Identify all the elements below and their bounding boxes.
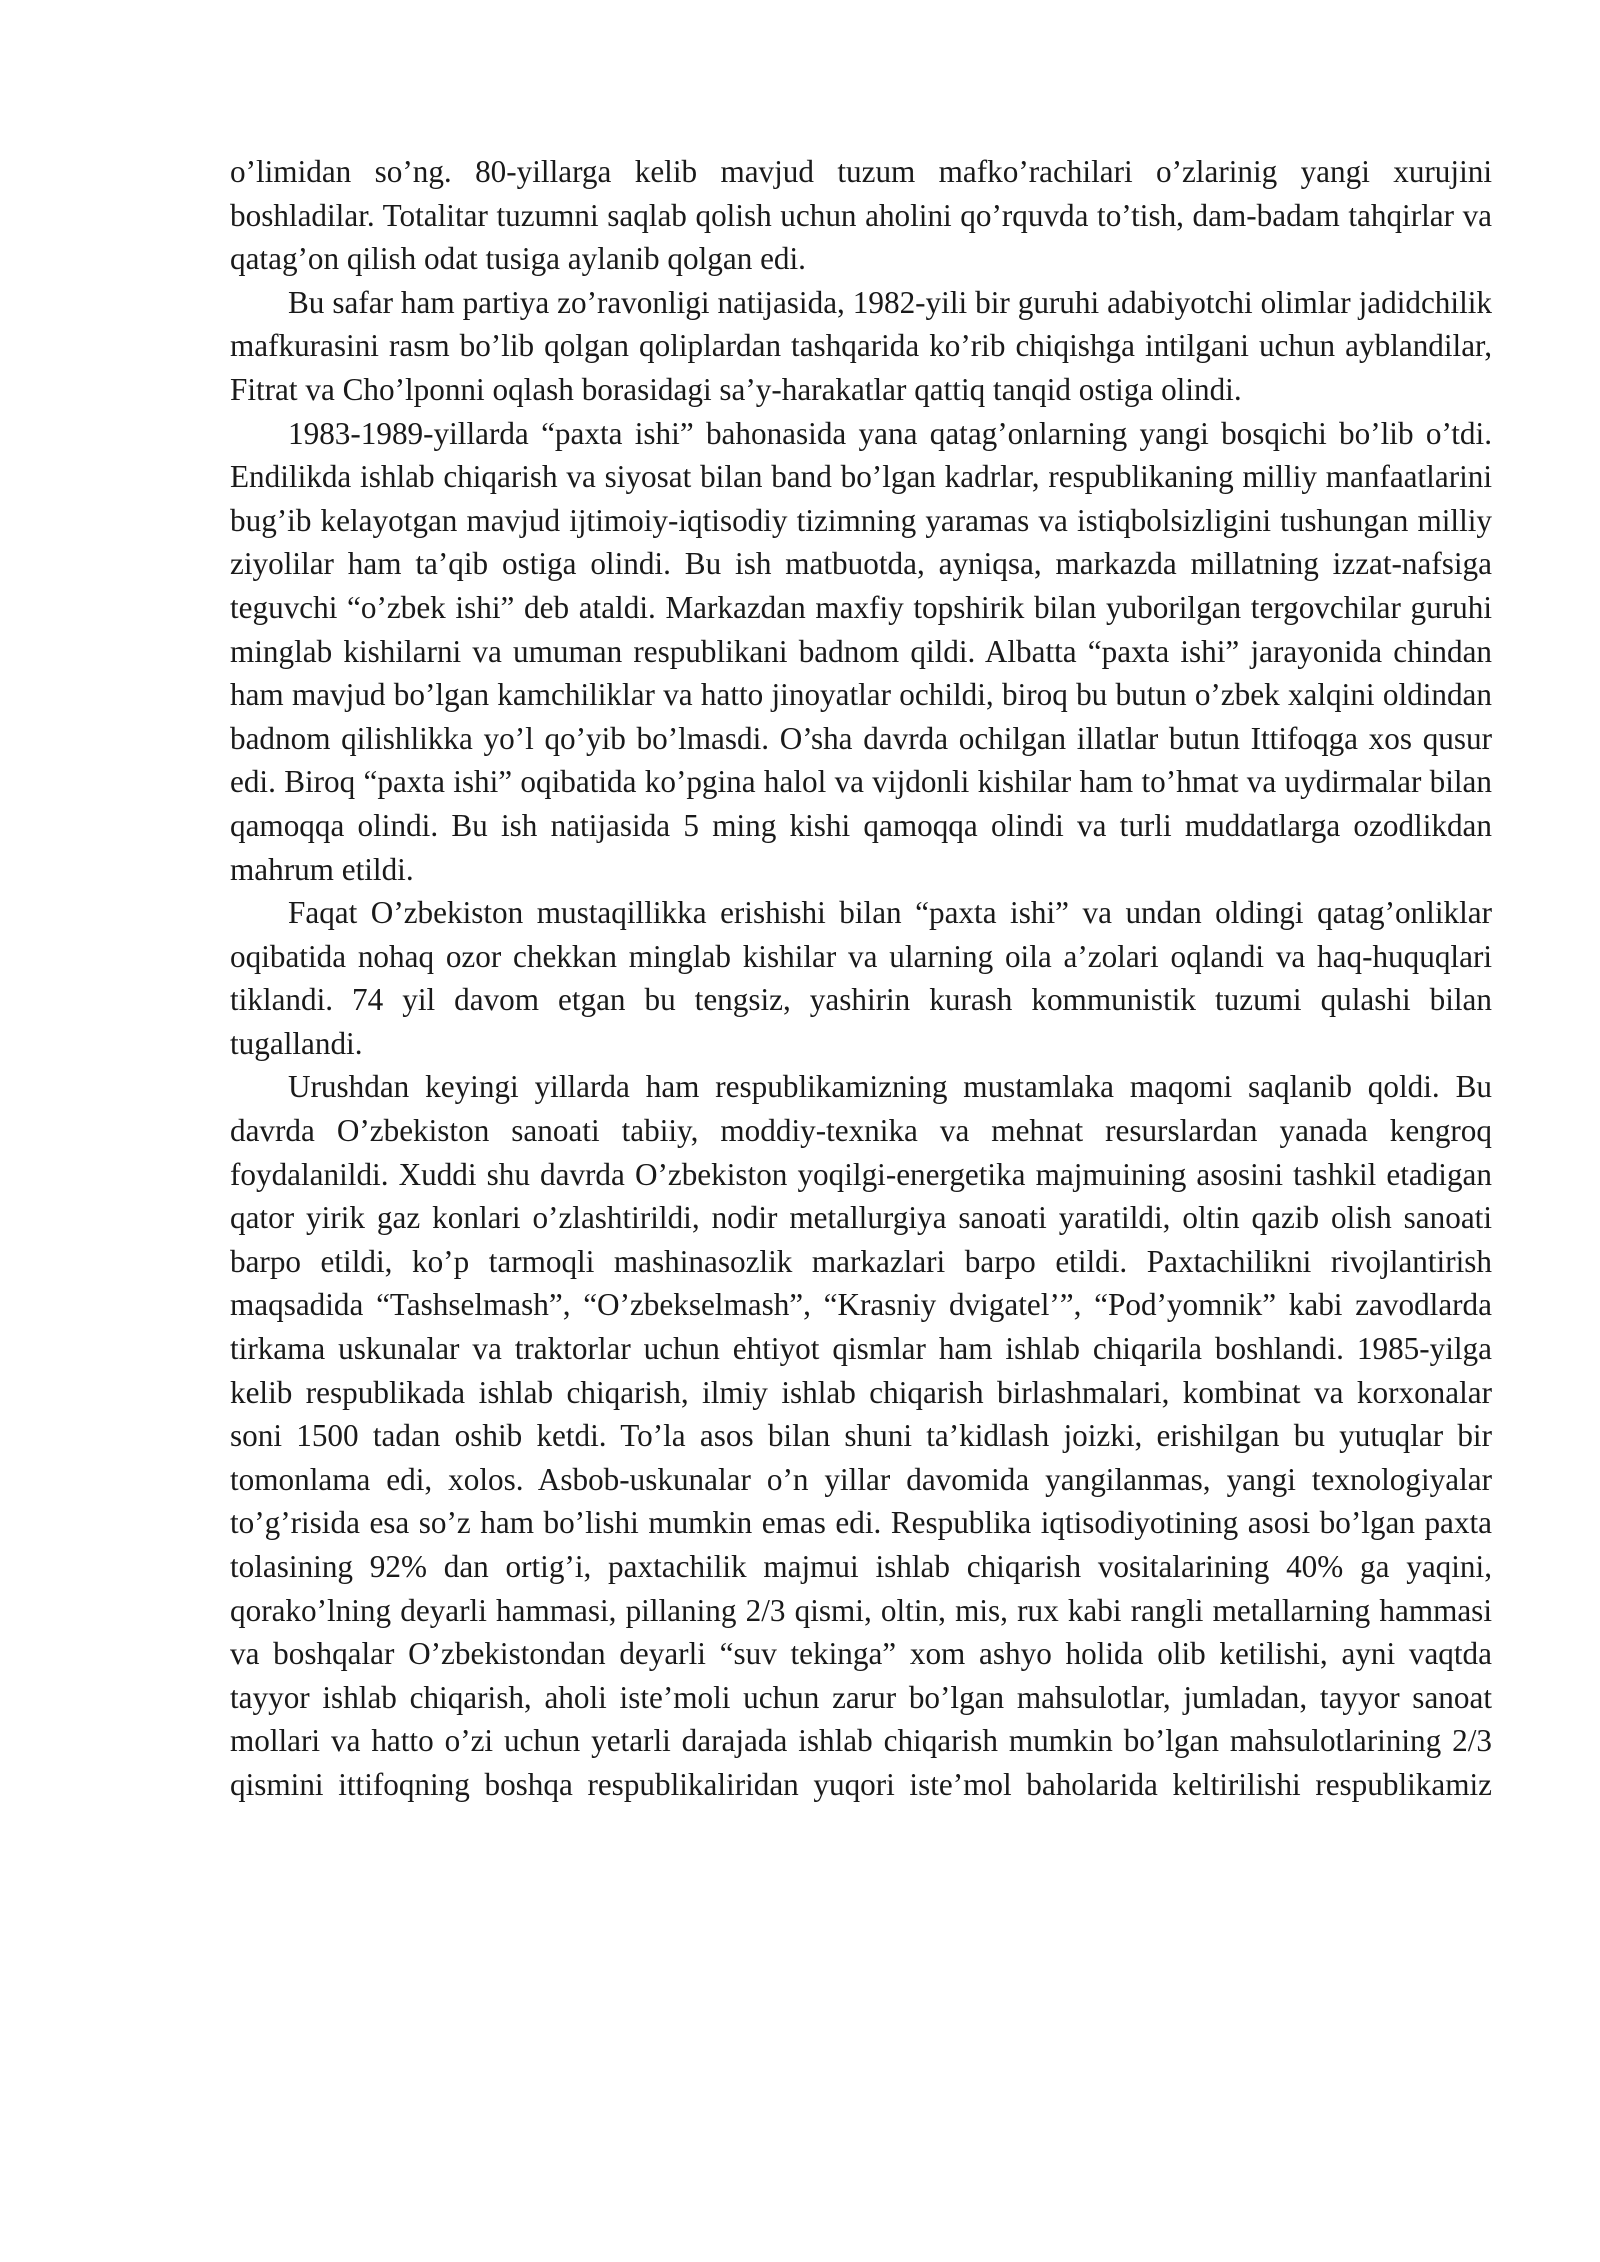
- paragraph-paxta-ishi: 1983-1989-yillarda “paxta ishi” bahonasida yana qatag’onlarning yangi bosqichi bo’lib o’tdi. Endilikda ishlab chiqarish va siyosat bilan band bo’lgan kadrlar, respublikaning milliy manfaatlarini bug’ib kelayotgan mavjud ijtimoiy-iqtisodiy tizimning yaramas va istiqbolsizligini tushungan milliy ziyolilar ham ta’qib ostiga olindi. Bu ish matbuotda, ayniqsa, markazda millatning izzat-nafsiga teguvchi “o’zbek ishi” deb ataldi. Markazdan maxfiy topshirik bilan yuborilgan tergovchilar guruhi minglab kishilarni va umuman respublikani badnom qildi. Albatta “paxta ishi” jarayonida chindan ham mavjud bo’lgan kamchiliklar va hatto jinoyatlar ochildi, biroq bu butun o’zbek xalqini oldindan badnom qilishlikka yo’l qo’yib bo’lmasdi. O’sha davrda ochilgan illatlar butun Ittifoqga xos qusur edi. Biroq “paxta ishi” oqibatida ko’pgina halol va vijdonli kishilar ham to’hmat va uydirmalar bilan qamoqqa olindi. Bu ish natijasida 5 ming kishi qamoqqa olindi va turli muddatlarga ozodlikdan mahrum etildi.: [230, 415, 1492, 887]
- document-page: [230, 150, 1492, 1807]
- paragraph-postwar-economy: Urushdan keyingi yillarda ham respublikamizning mustamlaka maqomi saqlanib qoldi. Bu davrda O’zbekiston sanoati tabiiy, moddiy-texnika va mehnat resurslardan yanada kengroq foydalanildi. Xuddi shu davrda O’zbekiston yoqilgi-energetika majmuining asosini tashkil etadigan qator yirik gaz konlari o’zlashtirildi, nodir metallurgiya sanoati yaratildi, oltin qazib olish sanoati barpo etildi, ko’p tarmoqli mashinasozlik markazlari barpo etildi. Paxtachilikni rivojlantirish maqsadida “Tashselmash”, “O’zbekselmash”, “Krasniy dvigatel’”, “Pod’yomnik” kabi zavodlarda tirkama uskunalar va traktorlar uchun ehtiyot qismlar ham ishlab chiqarila boshlandi. 1985-yilga kelib respublikada ishlab chiqarish, ilmiy ishlab chiqarish birlashmalari, kombinat va korxonalar soni 1500 tadan oshib ketdi. To’la asos bilan shuni ta’kidlash joizki, erishilgan bu yutuqlar bir tomonlama edi, xolos. Asbob-uskunalar o’n yillar davomida yangilanmas, yangi texnologiyalar to’g’risida esa so’z ham bo’lishi mumkin emas edi. Respublika iqtisodiyotining asosi bo’lgan paxta tolasining 92% dan ortig’i, paxtachilik majmui ishlab chiqarish vositalarining 40% ga yaqini, qorako’lning deyarli hammasi, pillaning 2/3 qismi, oltin, mis, rux kabi rangli metallarning hammasi va boshqalar O’zbekistondan deyarli “suv tekinga” xom ashyo holida olib ketilishi, ayni vaqtda tayyor ishlab chiqarish, aholi iste’moli uchun zarur bo’lgan mahsulotlar, jumladan, tayyor sanoat mollari va hatto o’zi uchun yetarli darajada ishlab chiqarish mumkin bo’lgan mahsulotlarining 2/3 qismini ittifoqning boshqa respublikaliridan yuqori iste’mol baholarida keltirilishi respublikamiz: [230, 1069, 1492, 1802]
- paragraph-continuation: o’limidan so’ng. 80-yillarga kelib mavjud tuzum mafko’rachilari o’zlarinig yangi xurujini boshladilar. Totalitar tuzumni saqlab qolish uchun aholini qo’rquvda to’tish, dam-badam tahqirlar va qatag’on qilish odat tusiga aylanib qolgan edi.: [230, 154, 1492, 277]
- paragraph-1982-criticism: Bu safar ham partiya zo’ravonligi natijasida, 1982-yili bir guruhi adabiyotchi olimlar jadidchilik mafkurasini rasm bo’lib qolgan qoliplardan tashqarida ko’rib chiqishga intilgani uchun ayblandilar, Fitrat va Cho’lponni oqlash borasidagi sa’y-harakatlar qattiq tanqid ostiga olindi.: [230, 284, 1492, 407]
- paragraph-independence-rehabilitation: Faqat O’zbekiston mustaqillikka erishishi bilan “paxta ishi” va undan oldingi qatag’onliklar oqibatida nohaq ozor chekkan minglab kishilar va ularning oila a’zolari oqlandi va haq-huquqlari tiklandi. 74 yil davom etgan bu tengsiz, yashirin kurash kommunistik tuzumi qulashi bilan tugallandi.: [230, 895, 1492, 1061]
